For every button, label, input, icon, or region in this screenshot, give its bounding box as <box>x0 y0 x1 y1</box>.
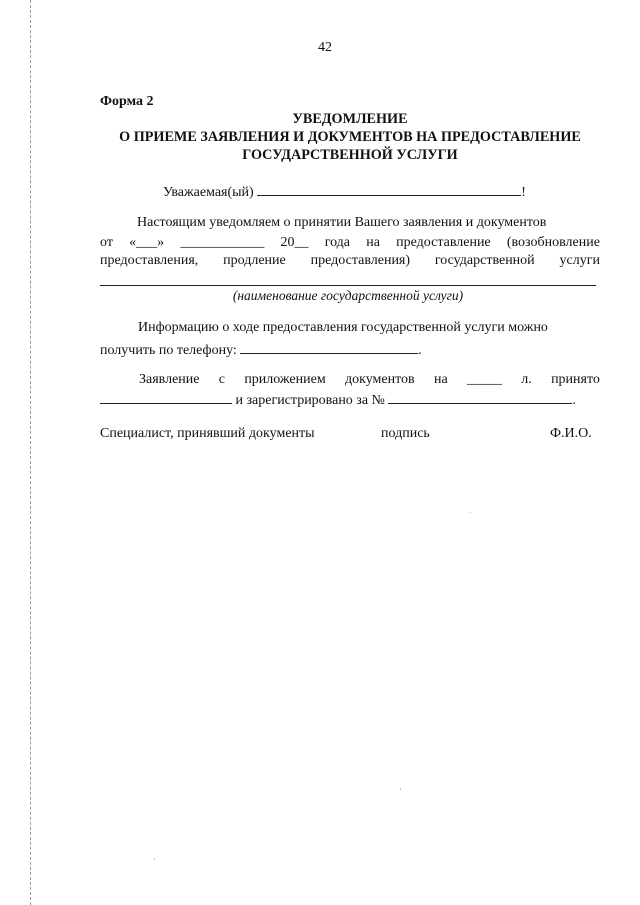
word: предоставления) <box>310 253 411 268</box>
phone-period: . <box>418 343 422 358</box>
word: на <box>366 235 380 250</box>
document-subtitle-line-1: О ПРИЕМЕ ЗАЯВЛЕНИЯ И ДОКУМЕНТОВ НА ПРЕДОСТАВЛЕНИЕ <box>119 129 581 145</box>
word: продление <box>223 253 286 268</box>
registration-date-blank[interactable] <box>100 389 232 404</box>
word: л. <box>521 372 532 387</box>
full-name-label: Ф.И.О. <box>550 426 592 441</box>
greeting-text: Уважаемая(ый) <box>163 185 254 200</box>
registration-number-blank[interactable] <box>388 389 572 404</box>
recipient-name-blank[interactable] <box>257 181 521 196</box>
scan-speck <box>470 512 471 513</box>
specialist-label: Специалист, принявший документы <box>100 426 315 441</box>
phone-label: получить по телефону: <box>100 343 237 358</box>
month-blank[interactable]: ____________ <box>180 235 265 250</box>
scan-edge-line <box>30 0 31 905</box>
notice-line-2 <box>100 234 600 252</box>
word: с <box>218 372 226 387</box>
service-name-blank[interactable] <box>100 285 596 286</box>
year-blank[interactable]: 20__ <box>280 235 309 250</box>
greeting-line <box>163 181 526 202</box>
word: Заявление <box>139 372 200 387</box>
signature-label: подпись <box>381 426 430 441</box>
registration-line-1 <box>139 371 600 389</box>
day-blank[interactable]: «___» <box>129 235 165 250</box>
info-line-1: Информацию о ходе предоставления государственной услуги можно <box>138 320 548 335</box>
word: года <box>324 235 351 250</box>
registration-period: . <box>572 393 576 408</box>
form-label: Форма 2 <box>100 94 154 109</box>
notice-line-1: Настоящим уведомляем о принятии Вашего заявления и документов <box>137 215 547 230</box>
service-name-caption: (наименование государственной услуги) <box>232 288 464 303</box>
word: на <box>433 372 448 387</box>
phone-blank[interactable] <box>240 339 418 354</box>
word: приложением <box>244 372 326 387</box>
document-title: УВЕДОМЛЕНИЕ <box>292 111 408 127</box>
scan-speck <box>154 858 155 860</box>
word: государственной <box>434 253 535 268</box>
registration-line-2 <box>100 389 576 410</box>
document-subtitle-line-2: ГОСУДАРСТВЕННОЙ УСЛУГИ <box>242 147 458 163</box>
word: от <box>100 235 113 250</box>
word: документов <box>345 372 415 387</box>
word: принято <box>551 372 600 387</box>
greeting-exclamation: ! <box>521 185 526 200</box>
notice-line-3 <box>100 252 600 270</box>
page-number: 42 <box>318 40 332 55</box>
registered-text: и зарегистрировано за № <box>235 393 385 408</box>
info-line-2 <box>100 339 422 360</box>
word: (возобновление <box>506 235 600 250</box>
word: предоставления, <box>100 253 199 268</box>
sheets-count-blank[interactable]: _____ <box>466 372 502 387</box>
word: услуги <box>559 253 600 268</box>
word: предоставление <box>396 235 491 250</box>
scan-speck <box>400 788 401 790</box>
